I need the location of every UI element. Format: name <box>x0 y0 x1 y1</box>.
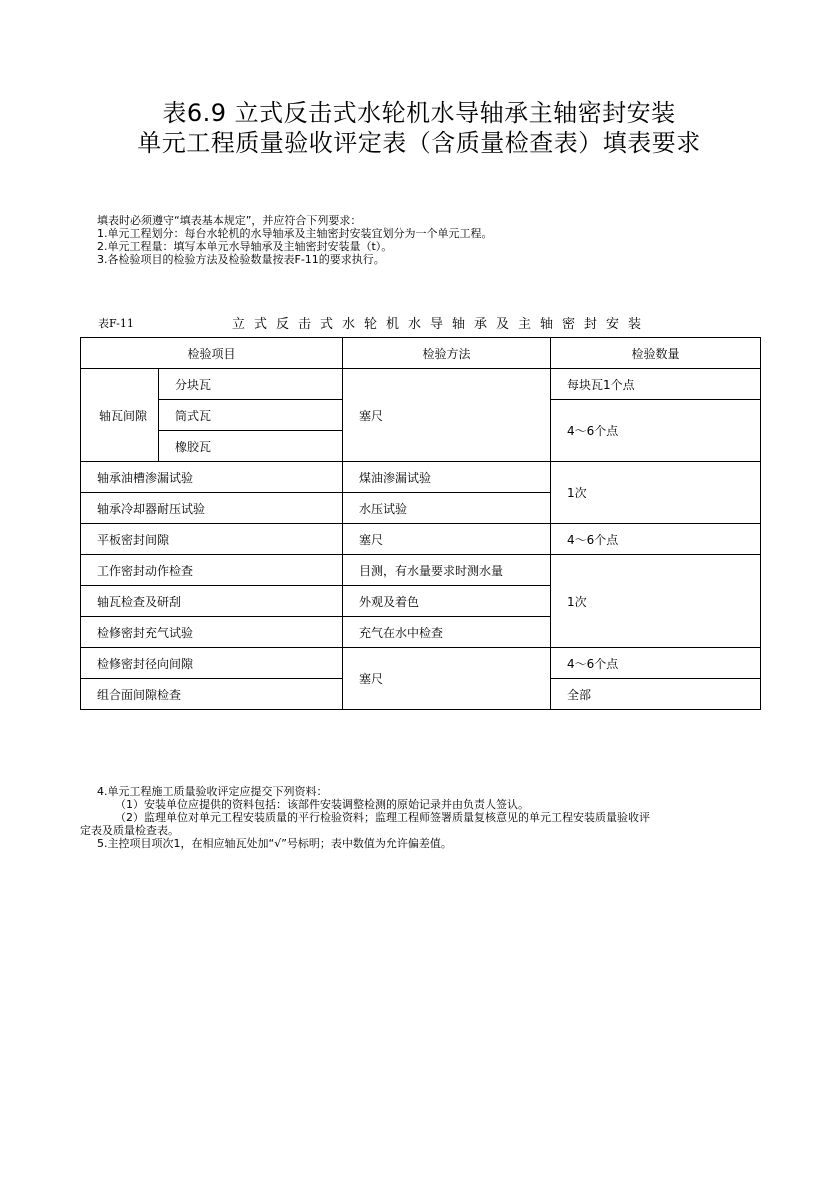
method-flat-seal: 塞尺 <box>343 524 551 555</box>
note-4-2-cont: 定表及质量检查表。 <box>80 824 179 837</box>
method-appearance-color: 外观及着色 <box>343 586 551 617</box>
note-4-2: （2）监理单位对单元工程安装质量的平行检验资料；监理工程师签署质量复核意见的单元工程安装质量验收评 <box>115 811 650 824</box>
method-visual-water: 目测，有水量要求时测水量 <box>343 555 551 586</box>
item-rubber-pad: 橡胶瓦 <box>159 431 343 462</box>
table-number: 表F-11 <box>98 317 134 330</box>
header-quantity: 检验数量 <box>551 338 761 369</box>
table-row <box>81 524 761 555</box>
table-row <box>81 369 761 400</box>
qty-each-pad: 每块瓦1个点 <box>551 369 761 400</box>
item-maint-seal-air: 检修密封充气试验 <box>81 617 343 648</box>
table-header-row <box>81 338 761 369</box>
qty-radial: 4～6个点 <box>551 648 761 679</box>
item-cylinder-pad: 筒式瓦 <box>159 400 343 431</box>
note-4-1: （1）安装单位应提供的资料包括：该部件安装调整检测的原始记录并由负责人签认。 <box>115 798 529 811</box>
method-feeler-gauge: 塞尺 <box>343 369 551 462</box>
item-joint-gap: 组合面间隙检查 <box>81 679 343 710</box>
table-title: 立式反击式水轮机水导轴承及主轴密封安装 <box>232 317 651 332</box>
qty-flat-seal: 4～6个点 <box>551 524 761 555</box>
header-item: 检验项目 <box>81 338 343 369</box>
method-water-pressure: 水压试验 <box>343 493 551 524</box>
item-work-seal: 工作密封动作检查 <box>81 555 343 586</box>
item-oil-tank-leak: 轴承油槽渗漏试验 <box>81 462 343 493</box>
item-flat-seal-gap: 平板密封间隙 <box>81 524 343 555</box>
page-title-line-2: 单元工程质量验收评定表（含质量检查表）填表要求 <box>137 129 701 157</box>
notes-block <box>80 785 760 850</box>
item-cooler-pressure: 轴承冷却器耐压试验 <box>81 493 343 524</box>
requirement-1: 1.单元工程划分：每台水轮机的水导轴承及主轴密封安装宜划分为一个单元工程。 <box>97 227 493 240</box>
requirements-block <box>97 214 493 266</box>
method-feeler-gauge-2: 塞尺 <box>343 648 551 710</box>
inspection-table <box>80 337 761 710</box>
qty-once-1: 1次 <box>551 462 761 524</box>
table-row <box>81 648 761 679</box>
page-title-line-1: 表6.9 立式反击式水轮机水导轴承主轴密封安装 <box>162 99 676 127</box>
requirement-2: 2.单元工程量：填写本单元水导轴承及主轴密封安装量（t）。 <box>97 240 393 253</box>
requirement-intro: 填表时必须遵守“填表基本规定”，并应符合下列要求： <box>97 214 362 227</box>
note-4: 4.单元工程施工质量验收评定应提交下列资料： <box>97 785 328 798</box>
method-air-in-water: 充气在水中检查 <box>343 617 551 648</box>
table-row <box>81 462 761 493</box>
qty-all: 全部 <box>551 679 761 710</box>
item-pad-scraping: 轴瓦检查及研刮 <box>81 586 343 617</box>
qty-once-2: 1次 <box>551 555 761 648</box>
item-segment-pad: 分块瓦 <box>159 369 343 400</box>
note-5: 5.主控项目项次1，在相应轴瓦处加“√”号标明；表中数值为允许偏差值。 <box>97 837 452 850</box>
header-method: 检验方法 <box>343 338 551 369</box>
requirement-3: 3.各检验项目的检验方法及检验数量按表F-11的要求执行。 <box>97 253 385 266</box>
item-maint-seal-radial: 检修密封径向间隙 <box>81 648 343 679</box>
qty-4-6-points: 4～6个点 <box>551 400 761 462</box>
bearing-gap-group: 轴瓦间隙 <box>81 369 159 462</box>
method-kerosene-leak: 煤油渗漏试验 <box>343 462 551 493</box>
table-row <box>81 555 761 586</box>
